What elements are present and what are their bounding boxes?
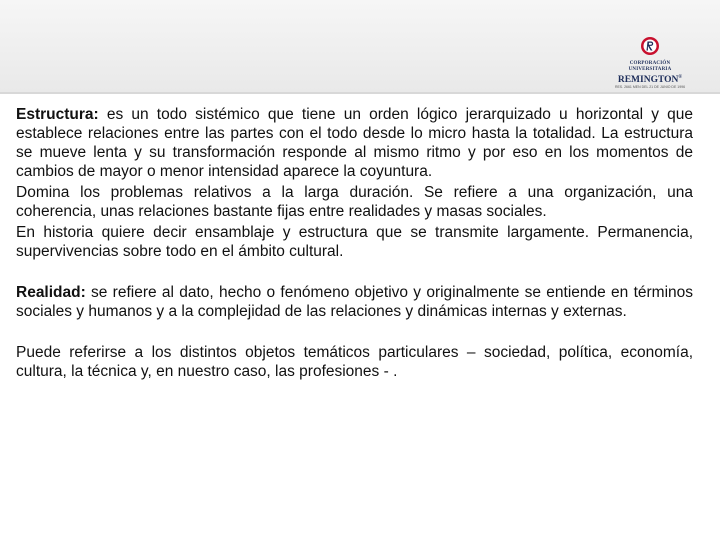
university-logo <box>612 36 688 90</box>
logo-name: REMINGTON® <box>617 75 683 86</box>
paragraph-text: es un todo sistémico que tiene un orden lógico jerarquizado u horizontal y que establece relaciones entre las partes con el todo desde lo micro hasta la totalidad. La estructura se mueve lenta y su transformación responde al mismo ritmo y por eso en los momentos de cambios de mayor o menor intensidad aparece la coyuntura. <box>16 106 693 180</box>
term-realidad: Realidad: <box>16 284 86 301</box>
logo-line2: UNIVERSITARIA <box>628 67 672 72</box>
main-content <box>16 105 693 381</box>
paragraph-realidad <box>16 283 693 321</box>
paragraph-text: se refiere al dato, hecho o fenómeno objetivo y originalmente se entiende en términos sociales y humanos y a la complejidad de las relaciones y dinámicas internas y externas. <box>16 284 693 320</box>
paragraph-larga-duracion: Domina los problemas relativos a la larga duración. Se refiere a una organización, una coherencia, unas relaciones bastante fijas entre realidades y masas sociales. <box>16 184 693 220</box>
paragraph-estructura <box>16 105 693 181</box>
logo-line1: CORPORACIÓN <box>629 61 671 66</box>
header-divider <box>0 92 720 94</box>
paragraph-historia: En historia quiere decir ensamblaje y estructura que se transmite largamente. Permanencia, supervivencias sobre todo en el ámbito cultural. <box>16 224 693 260</box>
paragraph-objetos-tematicos: Puede referirse a los distintos objetos temáticos particulares – sociedad, política, economía, cultura, la técnica y, en nuestro caso, las profesiones - . <box>16 344 693 380</box>
logo-small-print: RES. 2661 MEN DEL 21 DE JUNIO DE 1996 <box>614 85 686 90</box>
remington-seal-icon <box>640 36 660 56</box>
term-estructura: Estructura: <box>16 106 99 123</box>
